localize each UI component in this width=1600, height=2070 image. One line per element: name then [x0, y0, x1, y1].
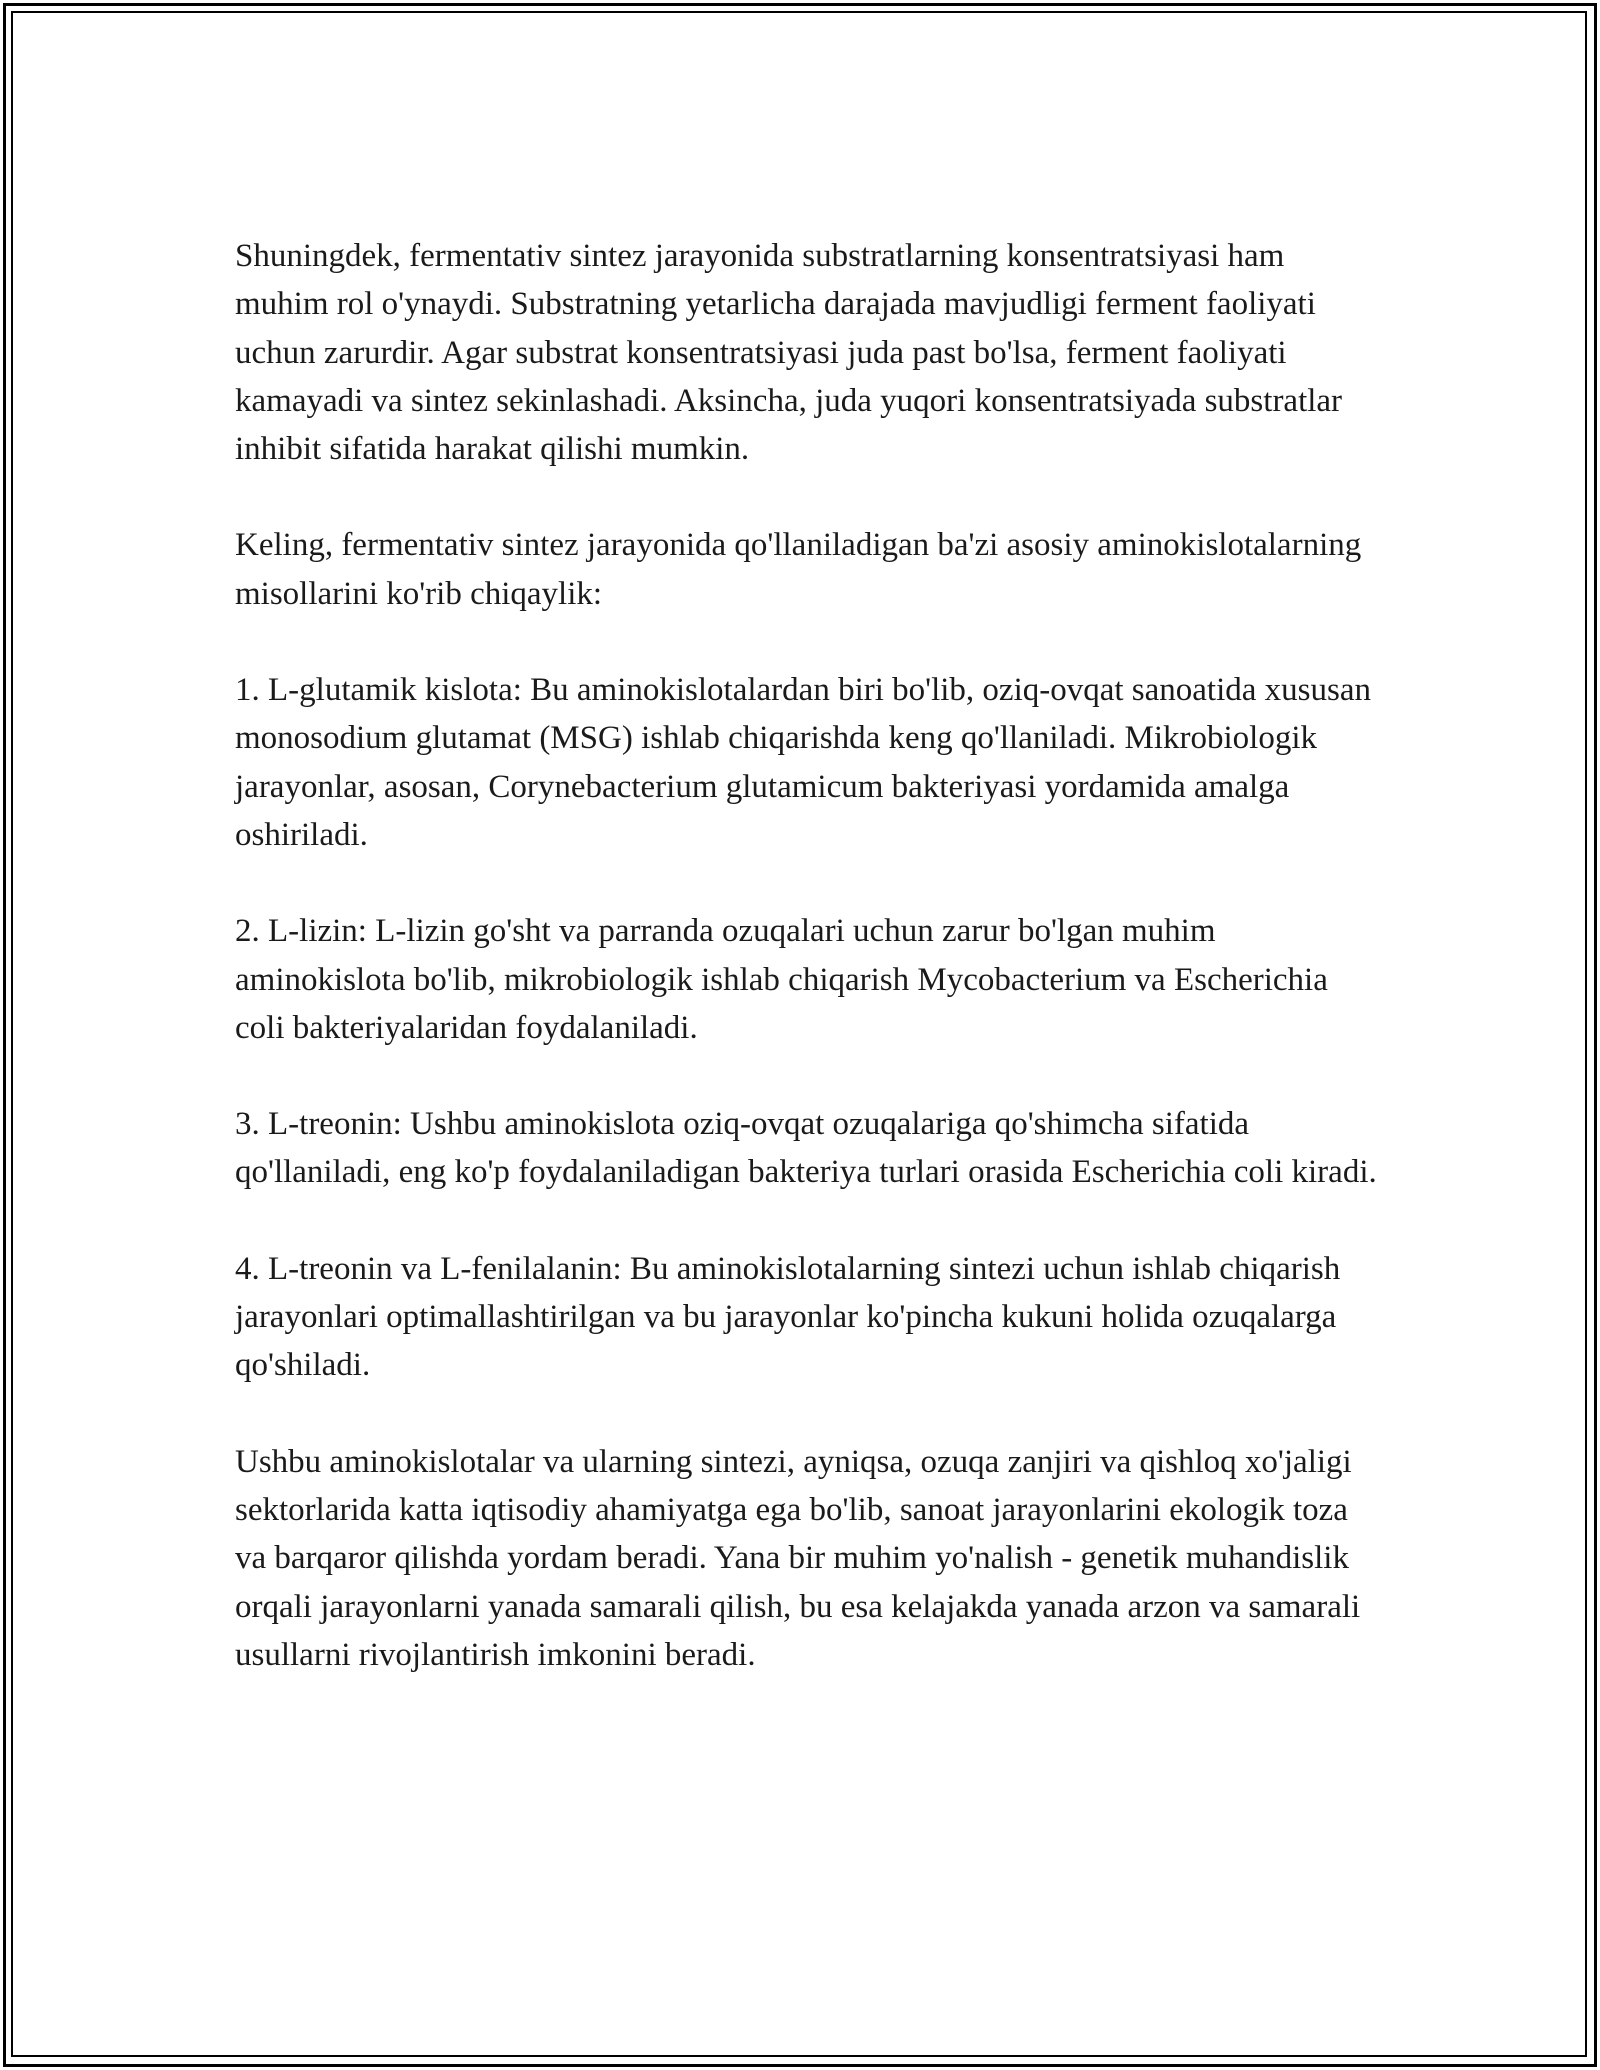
paragraph-item-l-threonine-phenylalanine: 4. L-treonin va L-fenilalanin: Bu aminokislotalarning sintezi uchun ishlab chiqarish jarayonlari optimallashtirilgan va bu jarayonlar ko'pincha kukuni holida ozuqalarga qo'shiladi.: [235, 1250, 1341, 1384]
paragraph-item-l-threonine: 3. L-treonin: Ushbu aminokislota oziq-ovqat ozuqalariga qo'shimcha sifatida qo'llaniladi, eng ko'p foydalaniladigan bakteriya turlari orasida Escherichia coli kiradi.: [235, 1106, 1377, 1191]
document-body: [235, 232, 1385, 1727]
paragraph-item-l-lysine: 2. L-lizin: L-lizin go'sht va parranda ozuqalari uchun zarur bo'lgan muhim aminokislota bo'lib, mikrobiologik ishlab chiqarish Mycobacterium va Escherichia coli bakteriyalaridan foydalaniladi.: [235, 913, 1328, 1046]
paragraph-substrate-concentration: Shuningdek, fermentativ sintez jarayonida substratlarning konsentratsiyasi ham muhim rol o'ynaydi. Substratning yetarlicha darajada mavjudligi ferment faoliyati uchun zarurdir. Agar substrat konsentratsiyasi juda past bo'lsa, ferment faoliyati kamayadi va sintez sekinlashadi. Aksincha, juda yuqori konsentratsiyada substratlar inhibit sifatida harakat qilishi mumkin.: [235, 238, 1343, 468]
paragraph-item-l-glutamic-acid: 1. L-glutamik kislota: Bu aminokislotalardan biri bo'lib, oziq-ovqat sanoatida xususan monosodium glutamat (MSG) ishlab chiqarishda keng qo'llaniladi. Mikrobiologik jarayonlar, asosan, Corynebacterium glutamicum bakteriyasi yordamida amalga oshiriladi.: [235, 672, 1372, 853]
paragraph-conclusion: Ushbu aminokislotalar va ularning sintezi, ayniqsa, ozuqa zanjiri va qishloq xo'jaligi sektorlarida katta iqtisodiy ahamiyatga ega bo'lib, sanoat jarayonlarini ekologik toza va barqaror qilishda yordam beradi. Yana bir muhim yo'nalish - genetik muhandislik orqali jarayonlarni yanada samarali qilish, bu esa kelajakda yanada arzon va samarali usullarni rivojlantirish imkonini beradi.: [235, 1443, 1361, 1673]
paragraph-examples-intro: Keling, fermentativ sintez jarayonida qo'llaniladigan ba'zi asosiy aminokislotalarning misollarini ko'rib chiqaylik:: [235, 527, 1362, 612]
